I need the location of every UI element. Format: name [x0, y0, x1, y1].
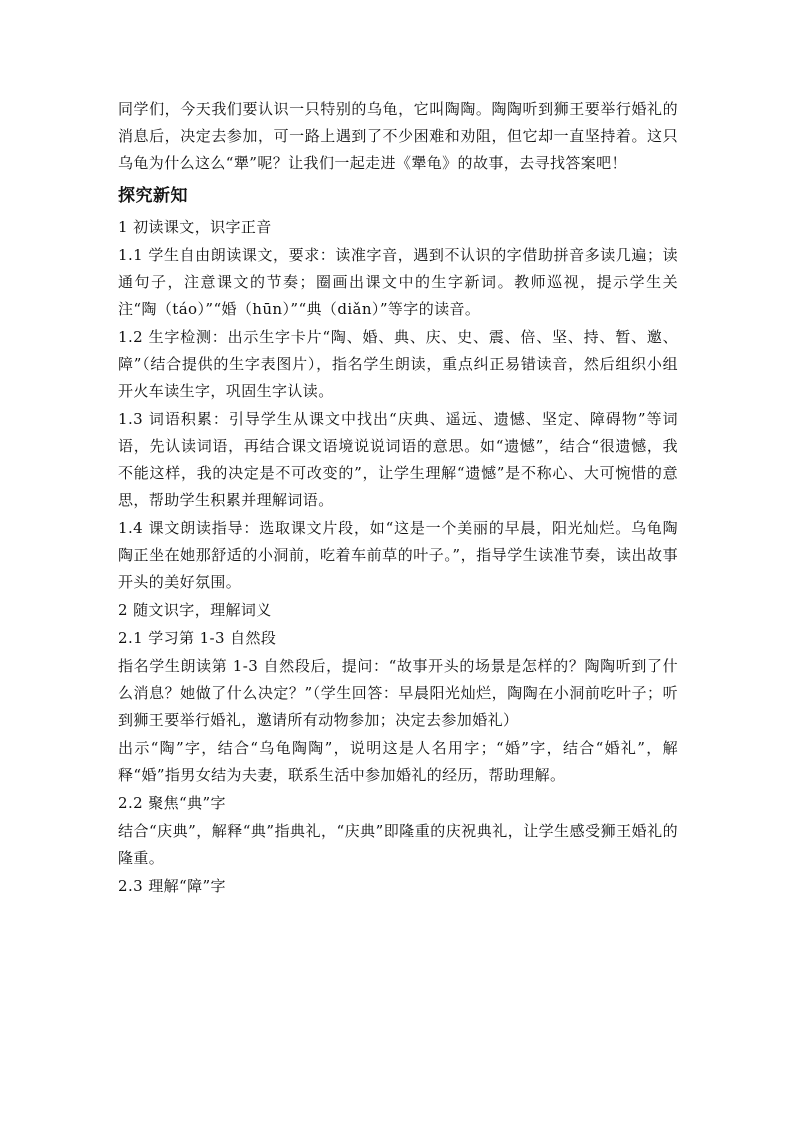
- body-paragraph: 1.4 课文朗读指导：选取课文片段，如“这是一个美丽的早晨，阳光灿烂。乌龟陶陶正坐在她那舒适的小洞前，吃着车前草的叶子。”，指导学生读准节奏，读出故事开头的美好氛围。: [118, 519, 678, 591]
- section-title: 2 随文识字，理解词义: [118, 601, 272, 619]
- body-paragraph: 1.2 生字检测：出示生字卡片“陶、婚、典、庆、史、震、倍、坚、持、暂、邀、障”（结合提供的生字表图片），指名学生朗读，重点纠正易错读音，然后组织小组开火车读生字，巩固生字认读。: [118, 328, 678, 400]
- document-page: [118, 96, 678, 901]
- subsection-title: 2.2 聚焦“典”字: [118, 794, 226, 812]
- intro-paragraph: 同学们，今天我们要认识一只特别的乌龟，它叫陶陶。陶陶听到狮王要举行婚礼的消息后，决定去参加，可一路上遇到了不少困难和劝阻，但它却一直坚持着。这只乌龟为什么这么“犟”呢？让我们一起走进《犟龟》的故事，去寻找答案吧！: [118, 100, 678, 172]
- body-paragraph: 出示“陶”字，结合“乌龟陶陶”，说明这是人名用字；“婚”字，结合“婚礼”，解释“婚”指男女结为夫妻，联系生活中参加婚礼的经历，帮助理解。: [118, 739, 678, 784]
- body-paragraph: 指名学生朗读第 1-3 自然段后，提问：“故事开头的场景是怎样的？陶陶听到了什么消息？她做了什么决定？”（学生回答：早晨阳光灿烂，陶陶在小洞前吃叶子；听到狮王要举行婚礼，邀请所有动物参加；决定去参加婚礼）: [118, 657, 678, 729]
- subsection-title: 2.3 理解“障”字: [118, 877, 226, 895]
- body-paragraph: 结合“庆典”，解释“典”指典礼，“庆典”即隆重的庆祝典礼，让学生感受狮王婚礼的隆重。: [118, 822, 678, 867]
- body-paragraph: 1.1 学生自由朗读课文，要求：读准字音，遇到不认识的字借助拼音多读几遍；读通句子，注意课文的节奏；圈画出课文中的生字新词。教师巡视，提示学生关注“陶（táo）”“婚（hūn）”“典（diǎn）”等字的读音。: [118, 246, 678, 318]
- subsection-title: 2.1 学习第 1-3 自然段: [118, 629, 277, 647]
- section-heading: 探究新知: [118, 186, 188, 206]
- body-paragraph: 1.3 词语积累：引导学生从课文中找出“庆典、遥远、遗憾、坚定、障碍物”等词语，先认读词语，再结合课文语境说说词语的意思。如“遗憾”，结合“很遗憾，我不能这样，我的决定是不可改变的”，让学生理解“遗憾”是不称心、大可惋惜的意思，帮助学生积累并理解词语。: [118, 410, 678, 509]
- section-title: 1 初读课文，识字正音: [118, 218, 272, 236]
